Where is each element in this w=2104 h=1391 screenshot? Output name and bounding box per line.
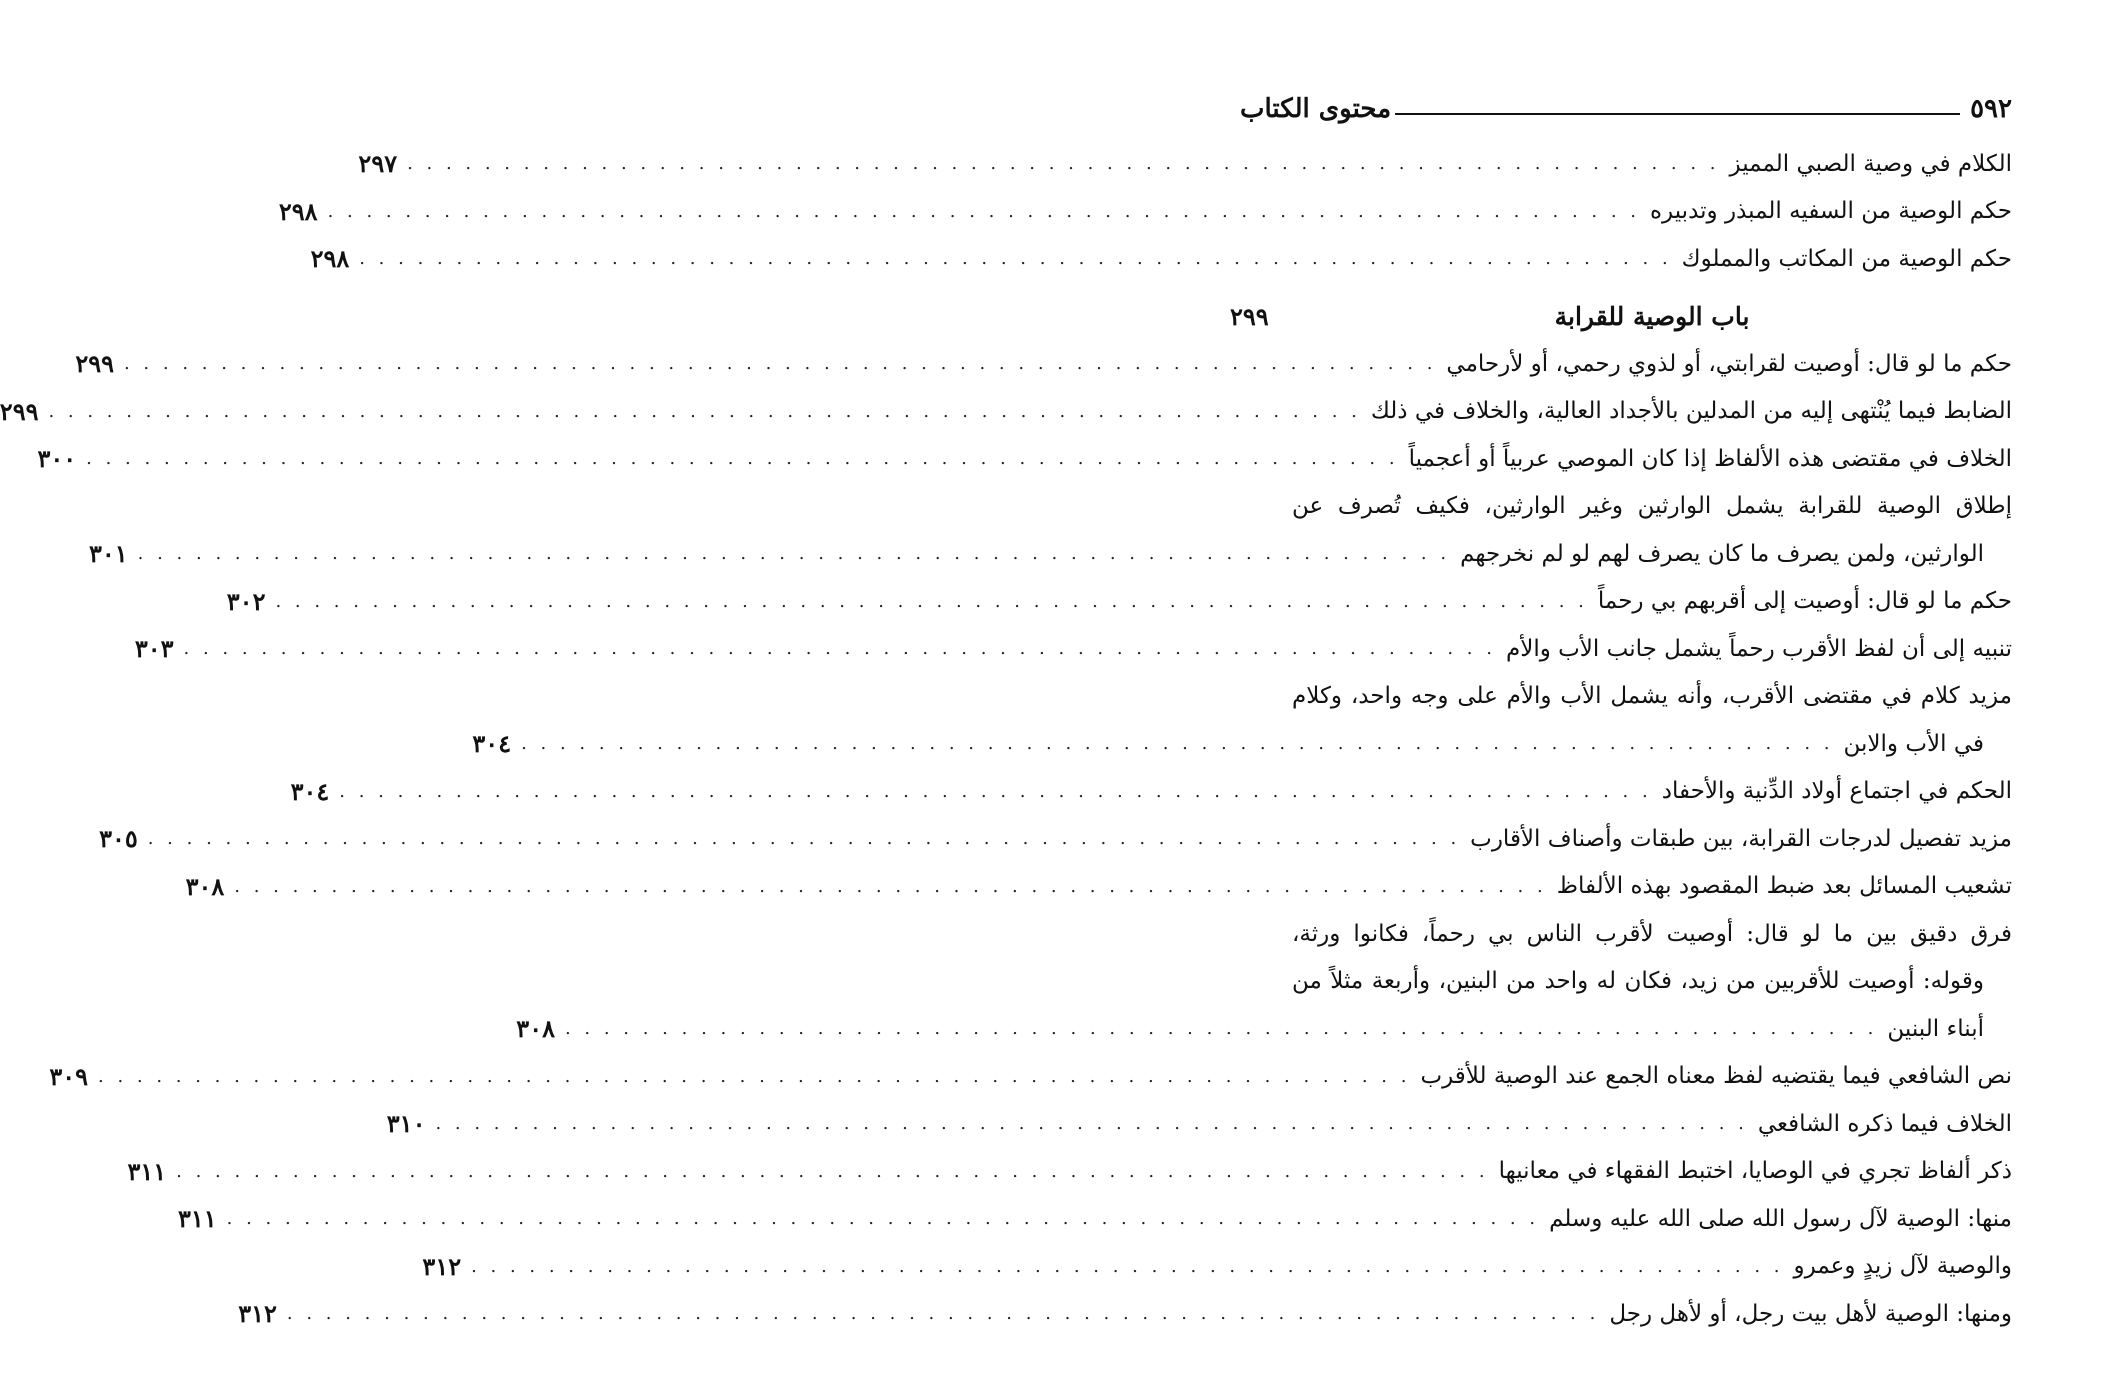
toc-entry — [386, 1100, 2012, 1148]
toc-entry — [226, 578, 2012, 626]
dot-leader: . . . . . . . . . . . . . . . . . . . . . . . . . . . . . . . . . . . . . . . . . . . . . . . . . . . . . . . . . . . . . . . . . . . . — [359, 248, 1672, 270]
dot-leader: . . . . . . . . . . . . . . . . . . . . . . . . . . . . . . . . . . . . . . . . . . . . . . . . . . . . . . . . . . . . . . . . . . . . — [48, 400, 1361, 422]
toc-entry-page: ٣٠٢ — [226, 586, 266, 616]
toc-entry-title: حكم ما لو قال: أوصيت لقرابتي، أو لذوي رحمي، أو لأرحامي — [1446, 350, 2012, 377]
toc-entry — [49, 1053, 2012, 1101]
dot-leader: . . . . . . . . . . . . . . . . . . . . . . . . . . . . . . . . . . . . . . . . . . . . . . . . . . . . . . . . . . . . . . . . . . . . — [327, 200, 1640, 222]
toc-entry-page: ٣٠٨ — [185, 871, 225, 901]
dot-leader: . . . . . . . . . . . . . . . . . . . . . . . . . . . . . . . . . . . . . . . . . . . . . . . . . . . . . . . . . . . . . . . . . . . . — [226, 1208, 1540, 1230]
toc-entry — [422, 1243, 2012, 1291]
dot-leader: . . . . . . . . . . . . . . . . . . . . . . . . . . . . . . . . . . . . . . . . . . . . . . . . . . . . . . . . . . . . . . . . . . . . — [407, 153, 1720, 175]
toc-entry — [185, 863, 2012, 911]
toc-entry-title: الخلاف في مقتضى هذه الألفاظ إذا كان الموصي عربياً أو أعجمياً — [1408, 445, 2012, 472]
dot-leader: . . . . . . . . . . . . . . . . . . . . . . . . . . . . . . . . . . . . . . . . . . . . . . . . . . . . . . . . . . . . . . . . . . . . — [286, 1303, 1600, 1325]
page-number: ٥٩٢ — [1970, 94, 2012, 124]
toc-entry-page: ٣٠٨ — [516, 1014, 555, 1044]
toc-entry-title: حكم الوصية من المكاتب والمملوك — [1681, 245, 2012, 272]
header-rule — [1395, 113, 1960, 115]
dot-leader: . . . . . . . . . . . . . . . . . . . . . . . . . . . . . . . . . . . . . . . . . . . . . . . . . . . . . . . . . . . . . . . . . . . . — [98, 1065, 1411, 1087]
dot-leader: . . . . . . . . . . . . . . . . . . . . . . . . . . . . . . . . . . . . . . . . . . . . . . . . . . . . . . . . . . . . . . . . . . . . — [123, 353, 1437, 375]
dot-leader: . . . . . . . . . . . . . . . . . . . . . . . . . . . . . . . . . . . . . . . . . . . . . . . . . . . . . . . . . . . . . . . . . . . . — [176, 1160, 1489, 1182]
toc-entry-title: وقوله: أوصيت للأقربين من زيد، فكان له واحد من البنين، وأربعة مثلاً من — [1292, 968, 1984, 995]
toc-entry-page: ٢٩٨ — [310, 244, 350, 274]
toc-entry-title: الضابط فيما يُنْتهى إليه من المدلين بالأجداد العالية، والخلاف في ذلك — [1370, 398, 2012, 425]
dot-leader: . . . . . . . . . . . . . . . . . . . . . . . . . . . . . . . . . . . . . . . . . . . . . . . . . . . . . . . . . . . . . . . . . . . . — [183, 638, 1496, 660]
toc-entry-page: ٣١١ — [127, 1156, 167, 1186]
toc-entry — [0, 388, 2012, 436]
table-of-contents — [0, 140, 2012, 1338]
toc-entry-page: ٣٠٥ — [99, 824, 138, 854]
toc-entry — [290, 768, 2012, 816]
toc-entry-title: فرق دقيق بين ما لو قال: أوصيت لأقرب الناس بي رحماً، فكانوا ورثة، — [1292, 920, 2012, 947]
toc-entry-title: الوارثين، ولمن يصرف ما كان يصرف لهم لو لم نخرجهم — [1460, 540, 1984, 567]
toc-entry-continuation — [516, 1005, 2012, 1053]
toc-entry — [37, 435, 2012, 483]
toc-entry-first-line — [1230, 483, 2012, 531]
toc-entry-title: أبناء البنين — [1887, 1015, 1984, 1042]
toc-entry-page: ٣٠١ — [89, 539, 128, 569]
toc-entry-title: منها: الوصية لآل رسول الله صلى الله عليه وسلم — [1549, 1205, 2012, 1232]
toc-entry-page: ٢٩٨ — [278, 196, 318, 226]
dot-leader: . . . . . . . . . . . . . . . . . . . . . . . . . . . . . . . . . . . . . . . . . . . . . . . . . . . . . . . . . . . . . . . . . . . . — [86, 448, 1399, 470]
toc-entry — [310, 235, 2012, 283]
toc-entry-first-line — [1230, 673, 2012, 721]
toc-entry-page: ٣١١ — [177, 1204, 217, 1234]
toc-entry-title: حكم الوصية من السفيه المبذر وتدبيره — [1650, 198, 2012, 225]
toc-entry-title: مزيد كلام في مقتضى الأقرب، وأنه يشمل الأب والأم على وجه واحد، وكلام — [1292, 683, 2012, 710]
toc-entry-title: تنبيه إلى أن لفظ الأقرب رحماً يشمل جانب الأب والأم — [1505, 635, 2012, 662]
toc-entry-continuation — [89, 530, 2012, 578]
dot-leader: . . . . . . . . . . . . . . . . . . . . . . . . . . . . . . . . . . . . . . . . . . . . . . . . . . . . . . . . . . . . . . . . . . . . — [275, 590, 1588, 612]
toc-entry-title: ومنها: الوصية لأهل بيت رجل، أو لأهل رجل — [1609, 1300, 2012, 1327]
toc-entry-title: والوصية لآل زيدٍ وعمرو — [1793, 1253, 2012, 1280]
dot-leader: . . . . . . . . . . . . . . . . . . . . . . . . . . . . . . . . . . . . . . . . . . . . . . . . . . . . . . . . . . . . . . . . . . . . — [435, 1113, 1748, 1135]
toc-entry-page: ٢٩٩ — [75, 349, 114, 379]
toc-entry-page: ٣٠٠ — [37, 444, 77, 474]
running-header — [1240, 88, 2012, 124]
toc-entry-title: الخلاف فيما ذكره الشافعي — [1757, 1110, 2012, 1137]
toc-entry — [238, 1290, 2012, 1338]
toc-entry — [127, 1148, 2012, 1196]
toc-entry-page: ٣٠٣ — [134, 634, 174, 664]
toc-entry-title: حكم ما لو قال: أوصيت إلى أقربهم بي رحماً — [1597, 588, 2012, 615]
toc-entry — [134, 625, 2012, 673]
toc-entry-page: ٣١٢ — [238, 1299, 277, 1329]
toc-entry — [358, 140, 2012, 188]
toc-entry-title: في الأب والابن — [1843, 730, 1984, 757]
toc-entry-title: مزيد تفصيل لدرجات القرابة، بين طبقات وأصناف الأقارب — [1470, 825, 2012, 852]
toc-entry-page: ٢٩٧ — [358, 149, 398, 179]
toc-entry-continuation — [472, 720, 2012, 768]
toc-entry-title: إطلاق الوصية للقرابة يشمل الوارثين وغير الوارثين، فكيف تُصرف عن — [1292, 493, 2012, 520]
dot-leader: . . . . . . . . . . . . . . . . . . . . . . . . . . . . . . . . . . . . . . . . . . . . . . . . . . . . . . . . . . . . . . . . . . . . — [521, 733, 1834, 755]
dot-leader: . . . . . . . . . . . . . . . . . . . . . . . . . . . . . . . . . . . . . . . . . . . . . . . . . . . . . . . . . . . . . . . . . . . . — [137, 543, 1451, 565]
dot-leader: . . . . . . . . . . . . . . . . . . . . . . . . . . . . . . . . . . . . . . . . . . . . . . . . . . . . . . . . . . . . . . . . . . . . — [234, 875, 1547, 897]
section-heading-title: باب الوصية للقرابة — [1554, 301, 1750, 331]
dot-leader: . . . . . . . . . . . . . . . . . . . . . . . . . . . . . . . . . . . . . . . . . . . . . . . . . . . . . . . . . . . . . . . . . . . . — [471, 1255, 1784, 1277]
dot-leader: . . . . . . . . . . . . . . . . . . . . . . . . . . . . . . . . . . . . . . . . . . . . . . . . . . . . . . . . . . . . . . . . . . . . — [564, 1018, 1878, 1040]
toc-entry-page: ٣٠٤ — [290, 776, 330, 806]
toc-entry — [278, 188, 2012, 236]
section-heading — [1230, 293, 2012, 341]
toc-entry-title: الكلام في وصية الصبي المميز — [1729, 150, 2012, 177]
dot-leader: . . . . . . . . . . . . . . . . . . . . . . . . . . . . . . . . . . . . . . . . . . . . . . . . . . . . . . . . . . . . . . . . . . . . — [147, 828, 1461, 850]
toc-entry-first-line — [1230, 910, 2012, 958]
toc-entry-page: ٣١٢ — [422, 1251, 462, 1281]
toc-entry-title: ذكر ألفاظ تجري في الوصايا، اختبط الفقهاء في معانيها — [1498, 1158, 2012, 1185]
toc-entry-page: ٣١٠ — [386, 1109, 426, 1139]
section-heading-page: ٢٩٩ — [1230, 301, 1269, 331]
toc-entry — [177, 1195, 2012, 1243]
toc-entry-title: نص الشافعي فيما يقتضيه لفظ معناه الجمع عند الوصية للأقرب — [1420, 1063, 2012, 1090]
toc-entry — [75, 340, 2012, 388]
toc-entry-title: تشعيب المسائل بعد ضبط المقصود بهذه الألفاظ — [1556, 873, 2012, 900]
toc-entry-page: ٣٠٤ — [472, 729, 512, 759]
book-title: محتوى الكتاب — [1240, 94, 1392, 124]
toc-entry-page: ٣٠٩ — [49, 1061, 88, 1091]
toc-entry-continuation — [1230, 958, 2012, 1006]
dot-leader: . . . . . . . . . . . . . . . . . . . . . . . . . . . . . . . . . . . . . . . . . . . . . . . . . . . . . . . . . . . . . . . . . . . . — [339, 780, 1652, 802]
toc-entry-page: ٢٩٩ — [0, 396, 39, 426]
toc-entry-title: الحكم في اجتماع أولاد الدِّنية والأحفاد — [1661, 778, 2012, 805]
toc-entry — [99, 815, 2012, 863]
